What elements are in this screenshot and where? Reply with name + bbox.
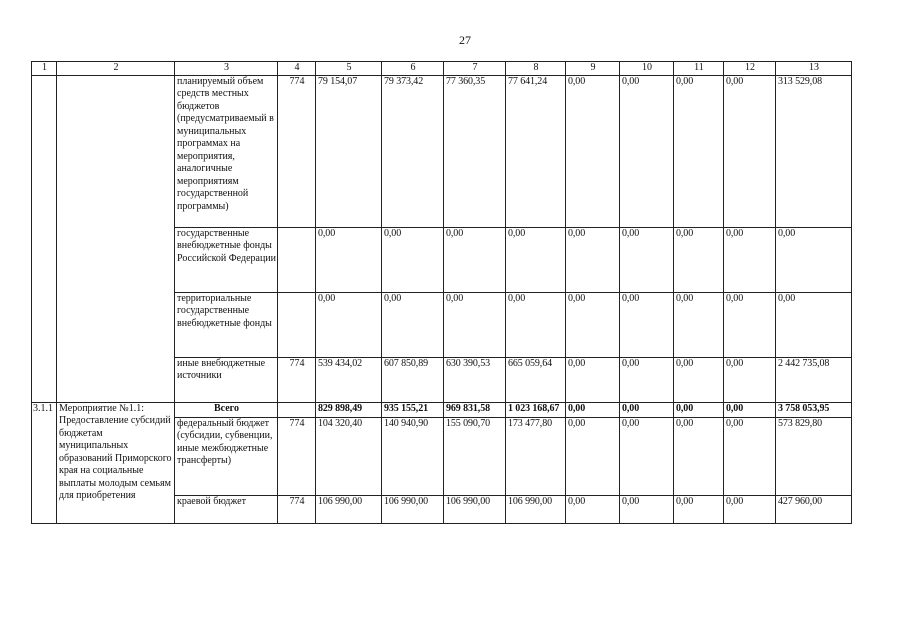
value-cell: 0,00 [382,227,444,292]
value-cell: 0,00 [620,75,674,227]
col-number-cell: 13 [776,62,852,76]
value-cell: 155 090,70 [444,417,506,495]
col-number-cell: 3 [175,62,278,76]
empty-cell [57,75,175,402]
value-cell: 0,00 [566,495,620,523]
value-cell: 0,00 [566,402,620,417]
value-cell: 0,00 [674,75,724,227]
value-cell: 0,00 [674,227,724,292]
value-cell: 829 898,49 [316,402,382,417]
funding-source-label: территориальные государственные внебюджетные фонды [175,292,278,357]
value-cell: 0,00 [724,417,776,495]
value-cell: 935 155,21 [382,402,444,417]
value-cell: 0,00 [566,417,620,495]
value-cell: 106 990,00 [444,495,506,523]
value-cell: 0,00 [674,292,724,357]
col-number-cell: 5 [316,62,382,76]
funding-source-label: иные внебюджетные источники [175,357,278,402]
funding-source-label: Всего [175,402,278,417]
page-number: 27 [459,33,471,47]
col-number-cell: 6 [382,62,444,76]
empty-cell [32,75,57,402]
table-row [32,75,852,227]
funding-source-label: федеральный бюджет (субсидии, субвенции, иные межбюджетные трансферты) [175,417,278,495]
table-row [32,402,852,417]
value-cell: 0,00 [444,292,506,357]
column-numbers-row [32,62,852,76]
col-number-cell: 12 [724,62,776,76]
value-cell: 0,00 [724,292,776,357]
value-cell: 665 059,64 [506,357,566,402]
value-cell: 0,00 [620,495,674,523]
value-cell: 0,00 [566,75,620,227]
code-cell [278,402,316,417]
col-number-cell: 4 [278,62,316,76]
value-cell: 106 990,00 [382,495,444,523]
budget-table [31,61,852,524]
value-cell: 106 990,00 [316,495,382,523]
value-cell: 0,00 [620,292,674,357]
value-cell: 0,00 [724,75,776,227]
value-cell: 1 023 168,67 [506,402,566,417]
value-cell: 0,00 [724,495,776,523]
code-cell: 774 [278,75,316,227]
col-number-cell: 7 [444,62,506,76]
value-cell: 79 154,07 [316,75,382,227]
value-cell: 630 390,53 [444,357,506,402]
value-cell: 3 758 053,95 [776,402,852,417]
value-cell: 0,00 [776,292,852,357]
value-cell: 0,00 [506,292,566,357]
value-cell: 0,00 [724,227,776,292]
funding-source-label: государственные внебюджетные фонды Российской Федерации [175,227,278,292]
code-cell: 774 [278,357,316,402]
value-cell: 0,00 [674,417,724,495]
value-cell: 0,00 [620,417,674,495]
value-cell: 77 641,24 [506,75,566,227]
value-cell: 173 477,80 [506,417,566,495]
value-cell: 607 850,89 [382,357,444,402]
value-cell: 0,00 [620,402,674,417]
value-cell: 313 529,08 [776,75,852,227]
code-cell [278,292,316,357]
value-cell: 77 360,35 [444,75,506,227]
value-cell: 427 960,00 [776,495,852,523]
col-number-cell: 9 [566,62,620,76]
value-cell: 0,00 [566,357,620,402]
code-cell [278,227,316,292]
funding-source-label: планируемый объем средств местных бюджетов (предусматриваемый в муниципальных программах на мероприятия, аналогичные мероприятиям государственной программы) [175,75,278,227]
col-number-cell: 10 [620,62,674,76]
value-cell: 0,00 [620,227,674,292]
value-cell: 104 320,40 [316,417,382,495]
value-cell: 0,00 [674,402,724,417]
funding-source-label: краевой бюджет [175,495,278,523]
value-cell: 0,00 [674,495,724,523]
value-cell: 0,00 [506,227,566,292]
value-cell: 2 442 735,08 [776,357,852,402]
value-cell: 573 829,80 [776,417,852,495]
value-cell: 106 990,00 [506,495,566,523]
value-cell: 0,00 [316,292,382,357]
value-cell: 0,00 [566,292,620,357]
code-cell: 774 [278,417,316,495]
value-cell: 0,00 [776,227,852,292]
col-number-cell: 11 [674,62,724,76]
value-cell: 0,00 [620,357,674,402]
value-cell: 0,00 [316,227,382,292]
col-number-cell: 2 [57,62,175,76]
code-cell: 774 [278,495,316,523]
col-number-cell: 8 [506,62,566,76]
col-number-cell: 1 [32,62,57,76]
value-cell: 140 940,90 [382,417,444,495]
value-cell: 0,00 [724,357,776,402]
activity-number: 3.1.1 [32,402,57,523]
value-cell: 0,00 [444,227,506,292]
activity-title: Мероприятие №1.1: Предоставление субсидий бюджетам муниципальных образований Приморского края на социальные выплаты молодым семьям для приобретения [57,402,175,523]
value-cell: 0,00 [724,402,776,417]
value-cell: 79 373,42 [382,75,444,227]
value-cell: 0,00 [674,357,724,402]
value-cell: 969 831,58 [444,402,506,417]
value-cell: 0,00 [566,227,620,292]
value-cell: 0,00 [382,292,444,357]
value-cell: 539 434,02 [316,357,382,402]
